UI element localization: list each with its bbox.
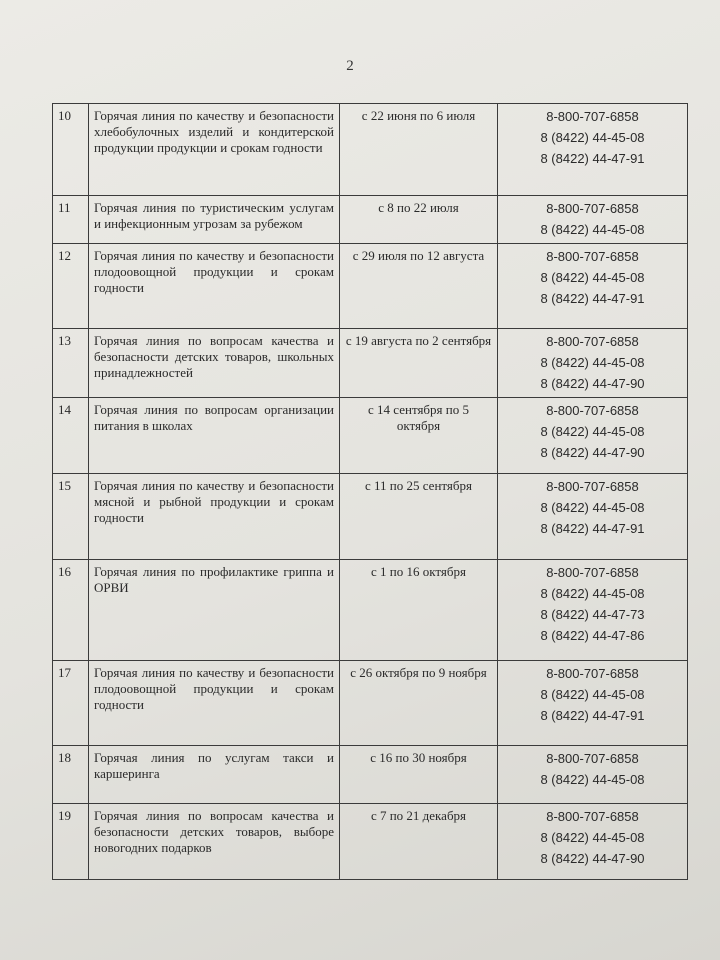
- phone-number: 8-800-707-6858: [546, 565, 639, 580]
- phone-number: 8 (8422) 44-45-08: [540, 830, 645, 845]
- hotline-dates: с 26 октября по 9 ноября: [340, 661, 498, 746]
- hotline-phones: [498, 104, 688, 196]
- phone-number: 8 (8422) 44-45-08: [540, 586, 645, 601]
- hotline-topic: Горячая линия по качеству и безопасности мясной и рыбной продукции и срокам годности: [89, 474, 340, 560]
- phone-number: 8-800-707-6858: [546, 249, 639, 264]
- table-row: [53, 104, 688, 196]
- phone-number: 8 (8422) 44-47-91: [540, 291, 645, 306]
- phone-number: 8 (8422) 44-47-73: [540, 607, 645, 622]
- hotline-topic: Горячая линия по качеству и безопасности плодоовощной продукции и срокам годности: [89, 244, 340, 329]
- row-number: 17: [53, 661, 89, 746]
- hotline-dates: с 1 по 16 октября: [340, 560, 498, 661]
- page-number: 2: [346, 58, 354, 74]
- phone-number: 8-800-707-6858: [546, 809, 639, 824]
- hotline-topic: Горячая линия по вопросам качества и безопасности детских товаров, выборе новогодних подарков: [89, 804, 340, 880]
- hotline-phones: [498, 329, 688, 398]
- table-row: [53, 804, 688, 880]
- hotline-topic: Горячая линия по профилактике гриппа и ОРВИ: [89, 560, 340, 661]
- phone-number: 8 (8422) 44-45-08: [540, 355, 645, 370]
- table-row: [53, 196, 688, 244]
- phone-number: 8-800-707-6858: [546, 201, 639, 216]
- phone-number: 8 (8422) 44-45-08: [540, 424, 645, 439]
- hotline-dates: с 8 по 22 июля: [340, 196, 498, 244]
- row-number: 19: [53, 804, 89, 880]
- hotline-schedule-table: [52, 103, 688, 880]
- phone-number: 8 (8422) 44-47-90: [540, 851, 645, 866]
- table-row: [53, 560, 688, 661]
- row-number: 18: [53, 746, 89, 804]
- hotline-phones: [498, 804, 688, 880]
- table-row: [53, 398, 688, 474]
- hotline-dates: с 16 по 30 ноября: [340, 746, 498, 804]
- row-number: 11: [53, 196, 89, 244]
- hotline-phones: [498, 398, 688, 474]
- hotline-topic: Горячая линия по туристическим услугам и инфекционным угрозам за рубежом: [89, 196, 340, 244]
- hotline-topic: Горячая линия по вопросам качества и безопасности детских товаров, школьных принадлежностей: [89, 329, 340, 398]
- table-row: [53, 746, 688, 804]
- hotline-topic: Горячая линия по качеству и безопасности плодоовощной продукции и срокам годности: [89, 661, 340, 746]
- hotline-topic: Горячая линия по услугам такси и каршеринга: [89, 746, 340, 804]
- hotline-phones: [498, 196, 688, 244]
- hotline-phones: [498, 244, 688, 329]
- phone-number: 8 (8422) 44-47-91: [540, 151, 645, 166]
- phone-number: 8 (8422) 44-45-08: [540, 222, 645, 237]
- row-number: 10: [53, 104, 89, 196]
- phone-number: 8-800-707-6858: [546, 334, 639, 349]
- hotline-phones: [498, 746, 688, 804]
- row-number: 15: [53, 474, 89, 560]
- hotline-dates: с 22 июня по 6 июля: [340, 104, 498, 196]
- row-number: 12: [53, 244, 89, 329]
- table-row: [53, 244, 688, 329]
- phone-number: 8 (8422) 44-47-91: [540, 708, 645, 723]
- row-number: 16: [53, 560, 89, 661]
- phone-number: 8-800-707-6858: [546, 403, 639, 418]
- phone-number: 8 (8422) 44-47-91: [540, 521, 645, 536]
- row-number: 13: [53, 329, 89, 398]
- row-number: 14: [53, 398, 89, 474]
- hotline-phones: [498, 474, 688, 560]
- hotline-topic: Горячая линия по вопросам организации питания в школах: [89, 398, 340, 474]
- table-row: [53, 329, 688, 398]
- hotline-phones: [498, 661, 688, 746]
- hotline-dates: с 14 сентября по 5 октября: [340, 398, 498, 474]
- table-row: [53, 474, 688, 560]
- phone-number: 8 (8422) 44-45-08: [540, 772, 645, 787]
- phone-number: 8-800-707-6858: [546, 666, 639, 681]
- phone-number: 8 (8422) 44-45-08: [540, 130, 645, 145]
- phone-number: 8 (8422) 44-45-08: [540, 500, 645, 515]
- phone-number: 8 (8422) 44-47-86: [540, 628, 645, 643]
- table-row: [53, 661, 688, 746]
- phone-number: 8 (8422) 44-47-90: [540, 376, 645, 391]
- hotline-dates: с 7 по 21 декабря: [340, 804, 498, 880]
- phone-number: 8-800-707-6858: [546, 109, 639, 124]
- phone-number: 8-800-707-6858: [546, 479, 639, 494]
- hotline-phones: [498, 560, 688, 661]
- hotline-dates: с 11 по 25 сентября: [340, 474, 498, 560]
- hotline-dates: с 19 августа по 2 сентября: [340, 329, 498, 398]
- phone-number: 8-800-707-6858: [546, 751, 639, 766]
- hotline-dates: с 29 июля по 12 августа: [340, 244, 498, 329]
- phone-number: 8 (8422) 44-47-90: [540, 445, 645, 460]
- phone-number: 8 (8422) 44-45-08: [540, 270, 645, 285]
- hotline-topic: Горячая линия по качеству и безопасности хлебобулочных изделий и кондитерской продукции продукции и срокам годности: [89, 104, 340, 196]
- phone-number: 8 (8422) 44-45-08: [540, 687, 645, 702]
